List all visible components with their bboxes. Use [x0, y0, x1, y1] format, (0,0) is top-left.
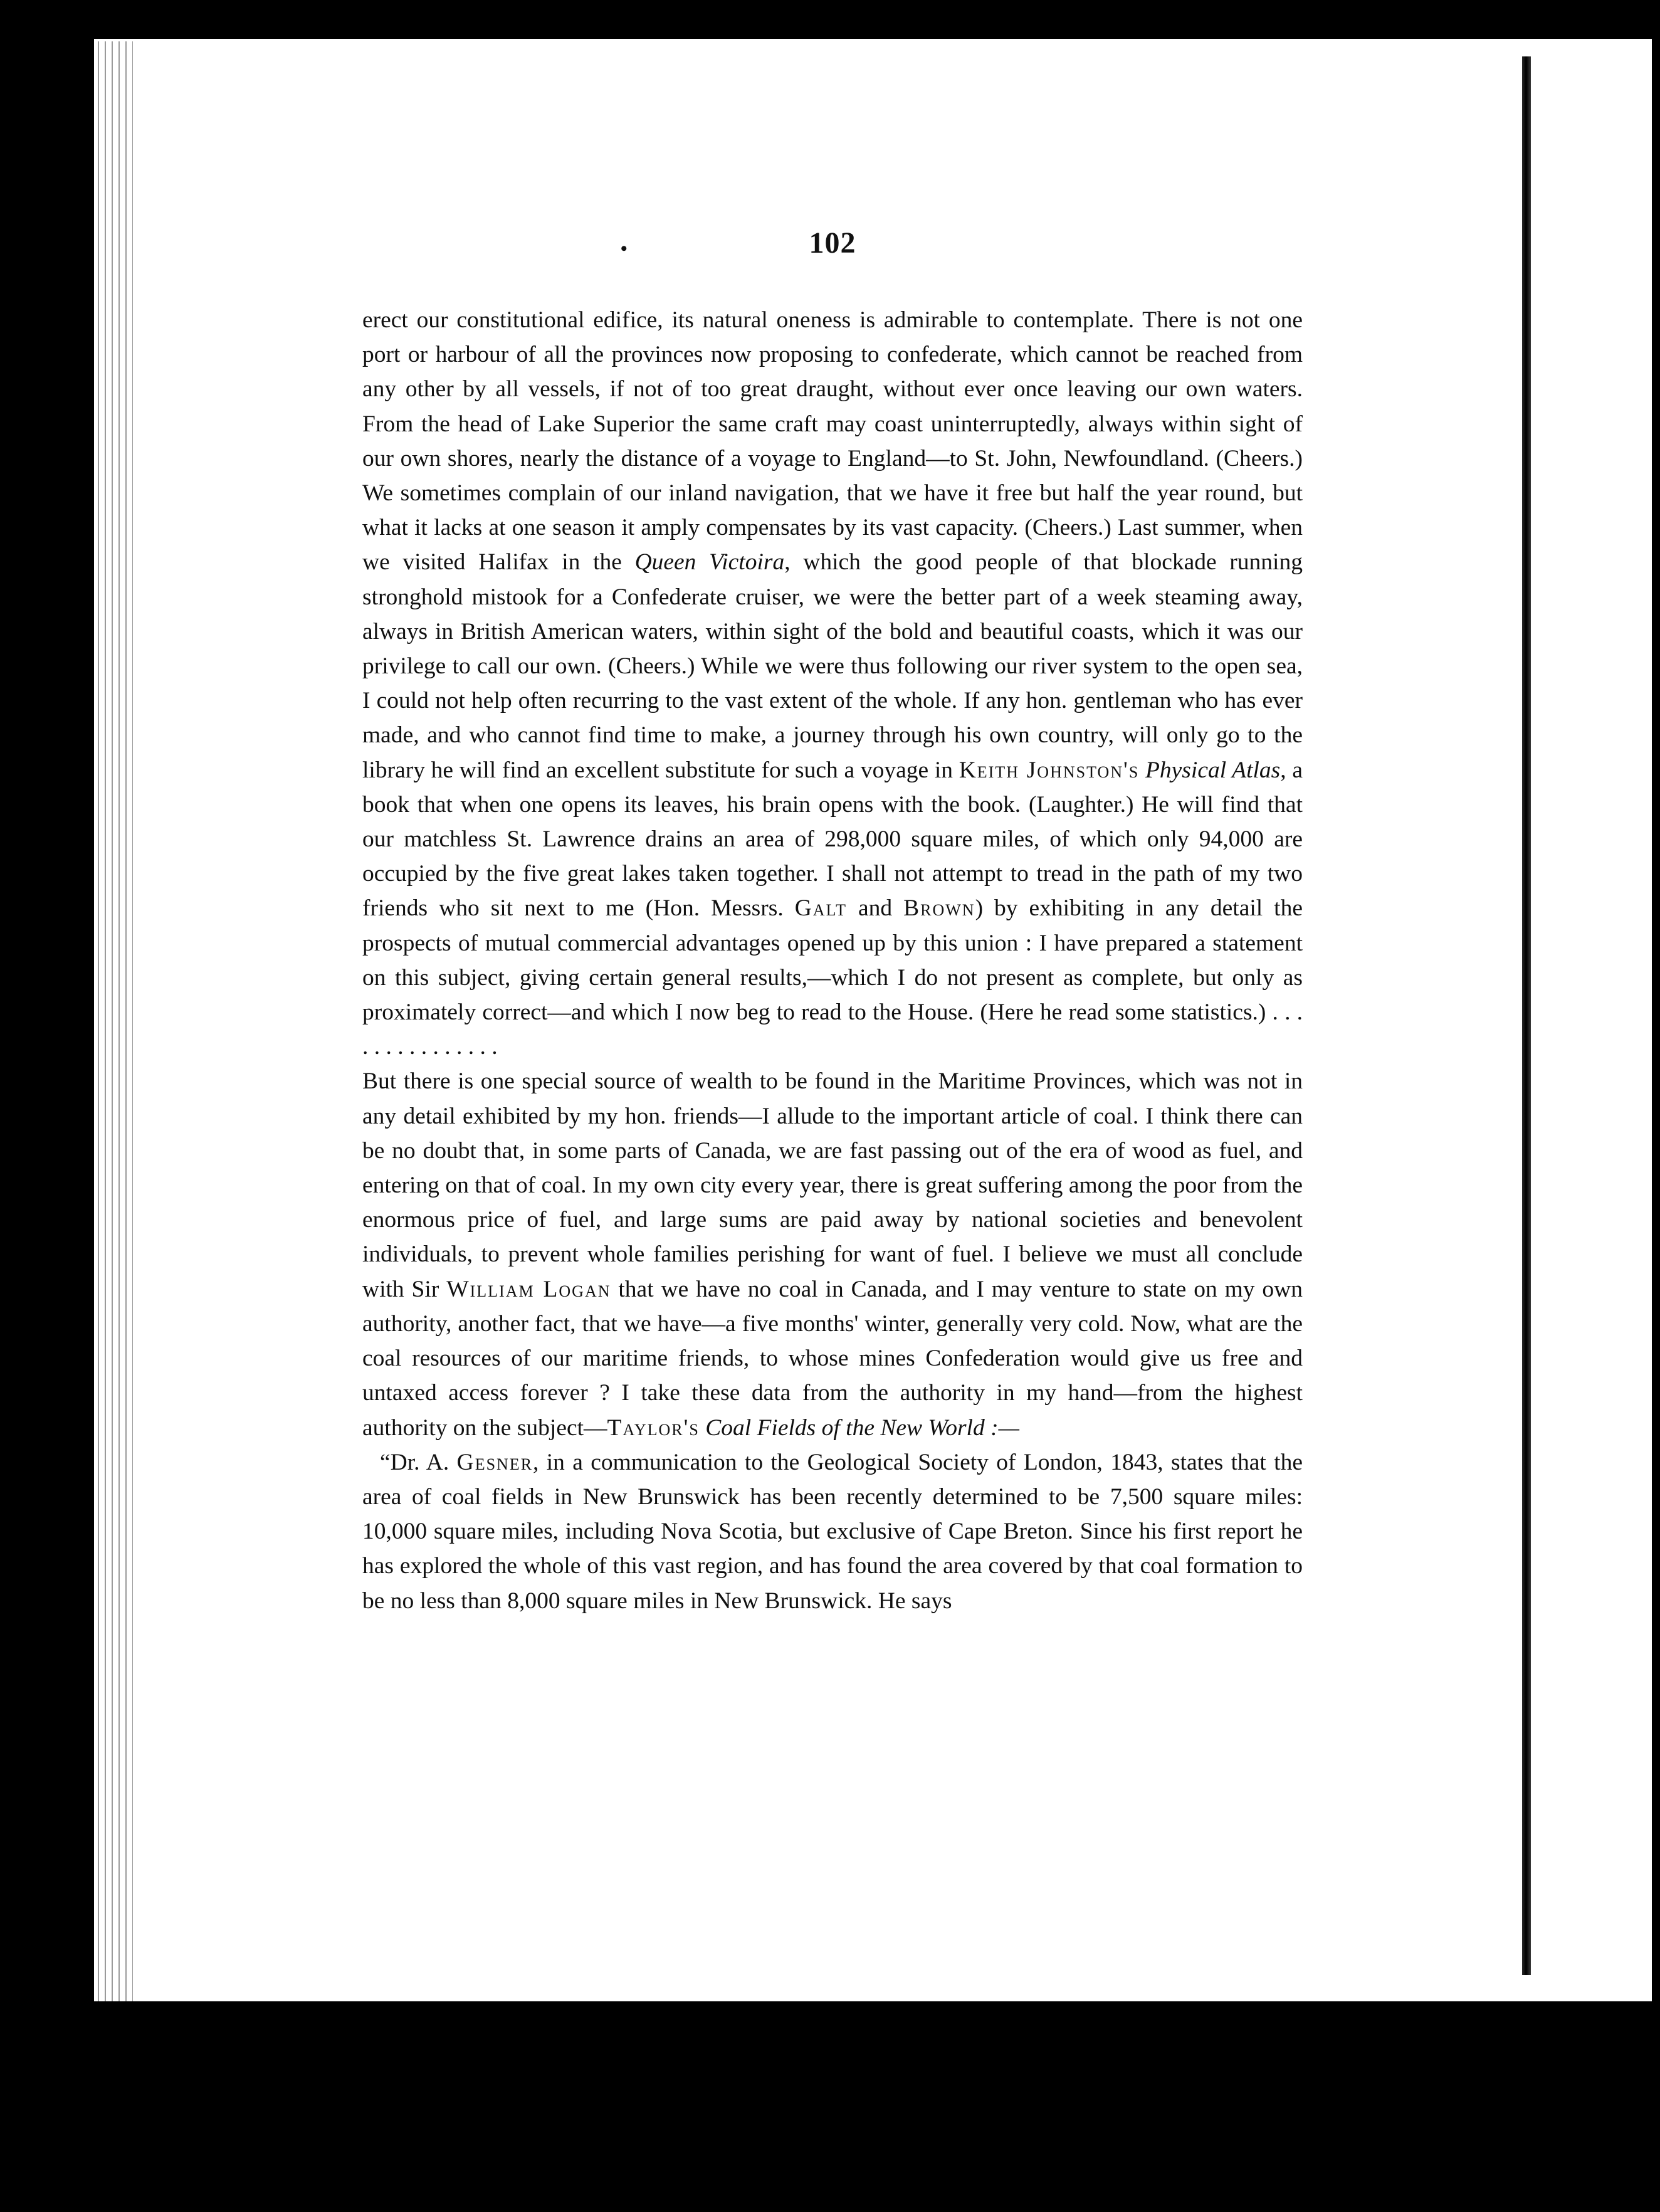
small-caps-name: Taylor's — [607, 1414, 700, 1441]
body-text — [362, 303, 1303, 1618]
page-edges — [94, 41, 133, 2001]
text-run: , a book that when one opens its leaves, his brain opens with the book. (Laughter.) He will find that our matchless St. Lawrence drains an area of 298,000 square miles, of which only 94,000 are occupied by the five great lakes taken together. I shall not attempt to tread in the path of my two friends who sit next to me (Hon. Messrs. — [362, 757, 1303, 922]
book-gutter — [1522, 56, 1531, 1975]
italic-title: Queen Victoira — [634, 549, 785, 576]
text-run: , in a communication to the Geological Society of London, 1843, states that the area of coal fields in New Brunswick has been recently determined to be 7,500 square miles: 10,000 square miles, including Nova Scotia, but exclusive of Cape Breton. Since his first report he has explored the whole of this vast region, and has found the area covered by that coal formation to be no less than 8,000 square miles in New Brunswick. He says — [362, 1449, 1303, 1614]
text-run: erect our constitutional edifice, its natural oneness is admirable to contemplate. There is not one port or harbour of all the provinces now proposing to confederate, which cannot be reached from any other by all vessels, if not of too great draught, without ever once leaving our own waters. From the head of Lake Superior the same craft may coast uninterruptedly, always within sight of our own shores, nearly the distance of a voyage to England—to St. John, Newfoundland. (Cheers.) We sometimes complain of our inland navigation, that we have it free but half the year round, but what it lacks at one season it amply compensates by its vast capacity. (Cheers.) Last summer, when we visited Halifax in the — [362, 307, 1303, 576]
paragraph — [362, 303, 1303, 1064]
text-run: ) by exhibiting in any detail the prospects of mutual commercial advantages opened up by this union : I have prepared a statement on this subject, giving certain general results,—which I do not present as complete, but only as proximately correct—and which I now beg to read to the House. (Here he read some statistics.) . . . . . . . . . . . . . . . — [362, 895, 1303, 1060]
small-caps-name: Gesner — [456, 1449, 533, 1475]
book-page — [362, 226, 1303, 1618]
page-mark: • — [621, 238, 628, 259]
text-run: , which the good people of that blockade running stronghold mistook for a Confederate cruiser, we were the better part of a week steaming away, always in British American waters, within sight of the bold and beautiful coasts, which it was our privilege to call our own. (Cheers.) While we were thus following our river system to the open sea, I could not help often recurring to the vast extent of the whole. If any hon. gentleman who has ever made, and who cannot find time to make, a journey through his own country, will only go to the library he will find an excellent substitute for such a voyage in — [362, 549, 1303, 783]
small-caps-name: William Logan — [446, 1276, 611, 1302]
text-run — [1139, 757, 1145, 783]
text-run: and — [846, 895, 904, 922]
paragraph — [362, 1064, 1303, 1445]
small-caps-name: Keith Johnston's — [959, 757, 1140, 783]
text-run — [700, 1415, 705, 1441]
italic-title: Coal Fields of the New World :— — [705, 1414, 1019, 1441]
page-number: 102 — [809, 226, 856, 260]
italic-title: Physical Atlas — [1145, 757, 1281, 783]
small-caps-name: Brown — [903, 895, 975, 922]
text-run: “Dr. A. — [380, 1449, 457, 1475]
facing-page-edge — [1531, 60, 1645, 1966]
paragraph — [362, 1445, 1303, 1618]
text-run: But there is one special source of wealth to be found in the Maritime Provinces, which was not in any detail exhibited by my hon. friends—I allude to the important article of coal. I think there can be no doubt that, in some parts of Canada, we are fast passing out of the era of wood as fuel, and entering on that of coal. In my own city every year, there is great suffering among the poor from the enormous price of fuel, and large sums are paid away by national societies and benevolent individuals, to prevent whole families perishing for want of fuel. I believe we must all conclude with Sir — [362, 1068, 1303, 1302]
text-run: that we have no coal in Canada, and I may venture to state on my own authority, another fact, that we have—a five months' winter, generally very cold. Now, what are the coal resources of our maritime friends, to whose mines Confederation would give us free and untaxed access forever ? I take these data from the authority in my hand—from the highest authority on the subject— — [362, 1276, 1303, 1441]
small-caps-name: Galt — [794, 895, 847, 922]
